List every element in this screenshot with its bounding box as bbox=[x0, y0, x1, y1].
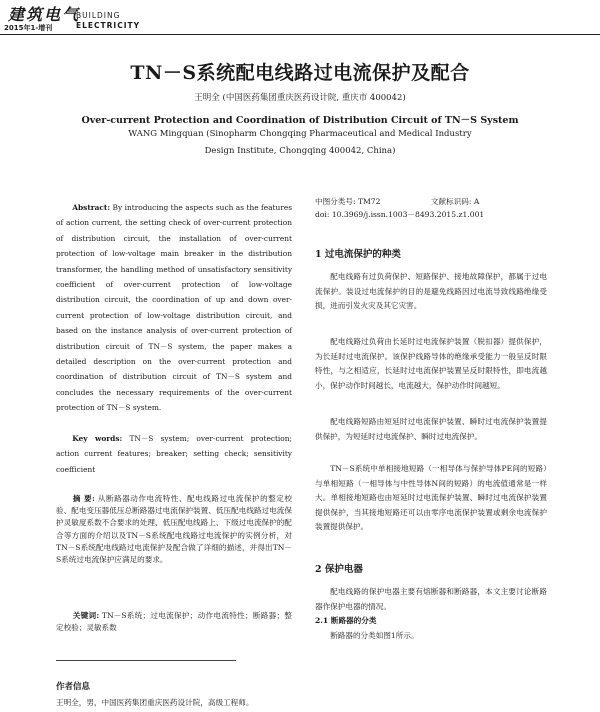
journal-logo-en-1: BUILDING bbox=[76, 11, 121, 20]
header-rule bbox=[0, 34, 600, 35]
clc-value: TM72 bbox=[357, 197, 381, 206]
section-2-paragraph-2: 断路器的分类如图1所示。 bbox=[330, 631, 419, 640]
clc-label: 中图分类号: bbox=[315, 197, 356, 206]
author-line-en: WANG Mingquan (Sinopharm Chongqing Pharmaceutical and Medical Industry bbox=[128, 129, 472, 139]
doc-code-label: 文献标识码: bbox=[430, 197, 472, 206]
author-line-cn: 王明全 (中国医药集团重庆医药设计院, 重庆市 400042) bbox=[194, 93, 406, 103]
abstract-cn-label: 摘 要: bbox=[72, 494, 95, 503]
section-1-paragraph-3: 配电线路短路由短延时过电流保护装置、瞬时过电流保护装置提供保护，为短延时过电流保护、瞬时过电流保护。 bbox=[315, 417, 547, 441]
keywords-cn-text: TN－S系统；过电流保护；动作电流特性；断路器；整定校验；灵敏系数 bbox=[56, 611, 292, 633]
abstract-en-label: Abstract: bbox=[72, 203, 111, 212]
footnote-rule bbox=[56, 660, 236, 661]
section-1-paragraph-1: 配电线路有过负荷保护、短路保护、接地故障保护，都属于过电流保护。装设过电流保护的目的是避免线路因过电流导致线路绝缘受损，进而引发火灾及其它灾害。 bbox=[315, 272, 547, 311]
paper-title-en: Over-current Protection and Coordination of Distribution Circuit of TN－S System bbox=[81, 115, 519, 126]
doc-code-value: A bbox=[473, 197, 480, 206]
journal-logo-en-2: ELECTRICITY bbox=[76, 21, 141, 30]
author-info-text: 王明全，男，中国医药集团重庆医药设计院，高级工程师。 bbox=[56, 698, 254, 707]
keywords-cn bbox=[56, 610, 292, 634]
abstract-en-text: By introducing the aspects such as the features of action current, the setting check of over-current protection of distribution circuit, the installation of over-current protection of low-voltage main breaker in the distribution transformer, the handling method of unsatisfactory sensitivity coefficient of over-current protection of low-voltage distribution circuit, the coordination of up and down over-current protection of low-voltage distribution circuit, and based on the instance analysis of over-current protection of distribution circuit of TN－S system, the paper makes a detailed description on the over-current protection and coordination of distribution circuit of TN－S system and concludes the necessary requirements of the over-current protection of TN－S system. bbox=[56, 203, 292, 413]
subsection-2-1-heading: 2.1 断路器的分类 bbox=[315, 616, 377, 625]
issue-label: 2015年1-增刊 bbox=[4, 24, 53, 32]
doi-label: doi: bbox=[315, 210, 330, 219]
keywords-cn-label: 关键词: bbox=[72, 611, 100, 620]
section-1-paragraph-2: 配电线路过负荷由长延时过电流保护装置（脱扣器）提供保护，为长延时过电流保护。该保护线路导体的绝缘承受能力一般呈反时限特性，与之相适应，长延时过电流保护装置呈反时限特性，即电流越小，保护动作时间越长，电流越大，保护动作时间越短。 bbox=[315, 337, 547, 390]
paper-title-cn: TN－S系统配电线路过电流保护及配合 bbox=[130, 62, 470, 84]
section-2-paragraph-1: 配电线路的保护电器主要有熔断器和断路器，本文主要讨论断路器作保护电器的情况。 bbox=[315, 587, 547, 611]
keywords-en-label: Key words: bbox=[72, 434, 123, 443]
doi-line bbox=[315, 208, 547, 223]
abstract-en bbox=[56, 200, 292, 416]
abstract-cn-text: 从断路器动作电流特性、配电线路过电流保护的整定校验、配电变压器低压总断路器过电流保护装置、低压配电线路过电流保护灵敏度系数不合要求的处理、低压配电线路上、下级过电流保护的配合等方面的介绍以及TN－S系统配电线路过电流保护的实例分析，对TN－S系统配电线路过电流保护及配合做了详细的描述，并得出TN－S系统过电流保护应满足的要求。 bbox=[56, 494, 292, 565]
section-2-heading: 2 保护电器 bbox=[315, 564, 363, 575]
author-info-heading: 作者信息 bbox=[56, 682, 91, 692]
keywords-en-text: TN－S system; over-current protection; action current features; breaker; setting check; sensitivity coefficient bbox=[56, 434, 292, 474]
doi-value: 10.3969/j.issn.1003－8493.2015.z1.001 bbox=[331, 210, 485, 219]
journal-logo-cn: 建筑电气 bbox=[8, 5, 81, 24]
section-1-heading: 1 过电流保护的种类 bbox=[315, 249, 401, 260]
affiliation-line-en: Design Institute, Chongqing 400042, China) bbox=[204, 146, 396, 156]
section-1-paragraph-4: TN－S系统中单相接地短路（一相导体与保护导体PE间的短路）与单相短路（一相导体与中性导体N间的短路）的电流值通常是一样大。单相接地短路也由短延时过电流保护装置、瞬时过电流保护装置提供保护，当其接地短路还可以由零序电流保护装置或剩余电流保护装置提供保护。 bbox=[315, 464, 547, 532]
keywords-en bbox=[56, 431, 292, 477]
abstract-cn bbox=[56, 493, 292, 566]
